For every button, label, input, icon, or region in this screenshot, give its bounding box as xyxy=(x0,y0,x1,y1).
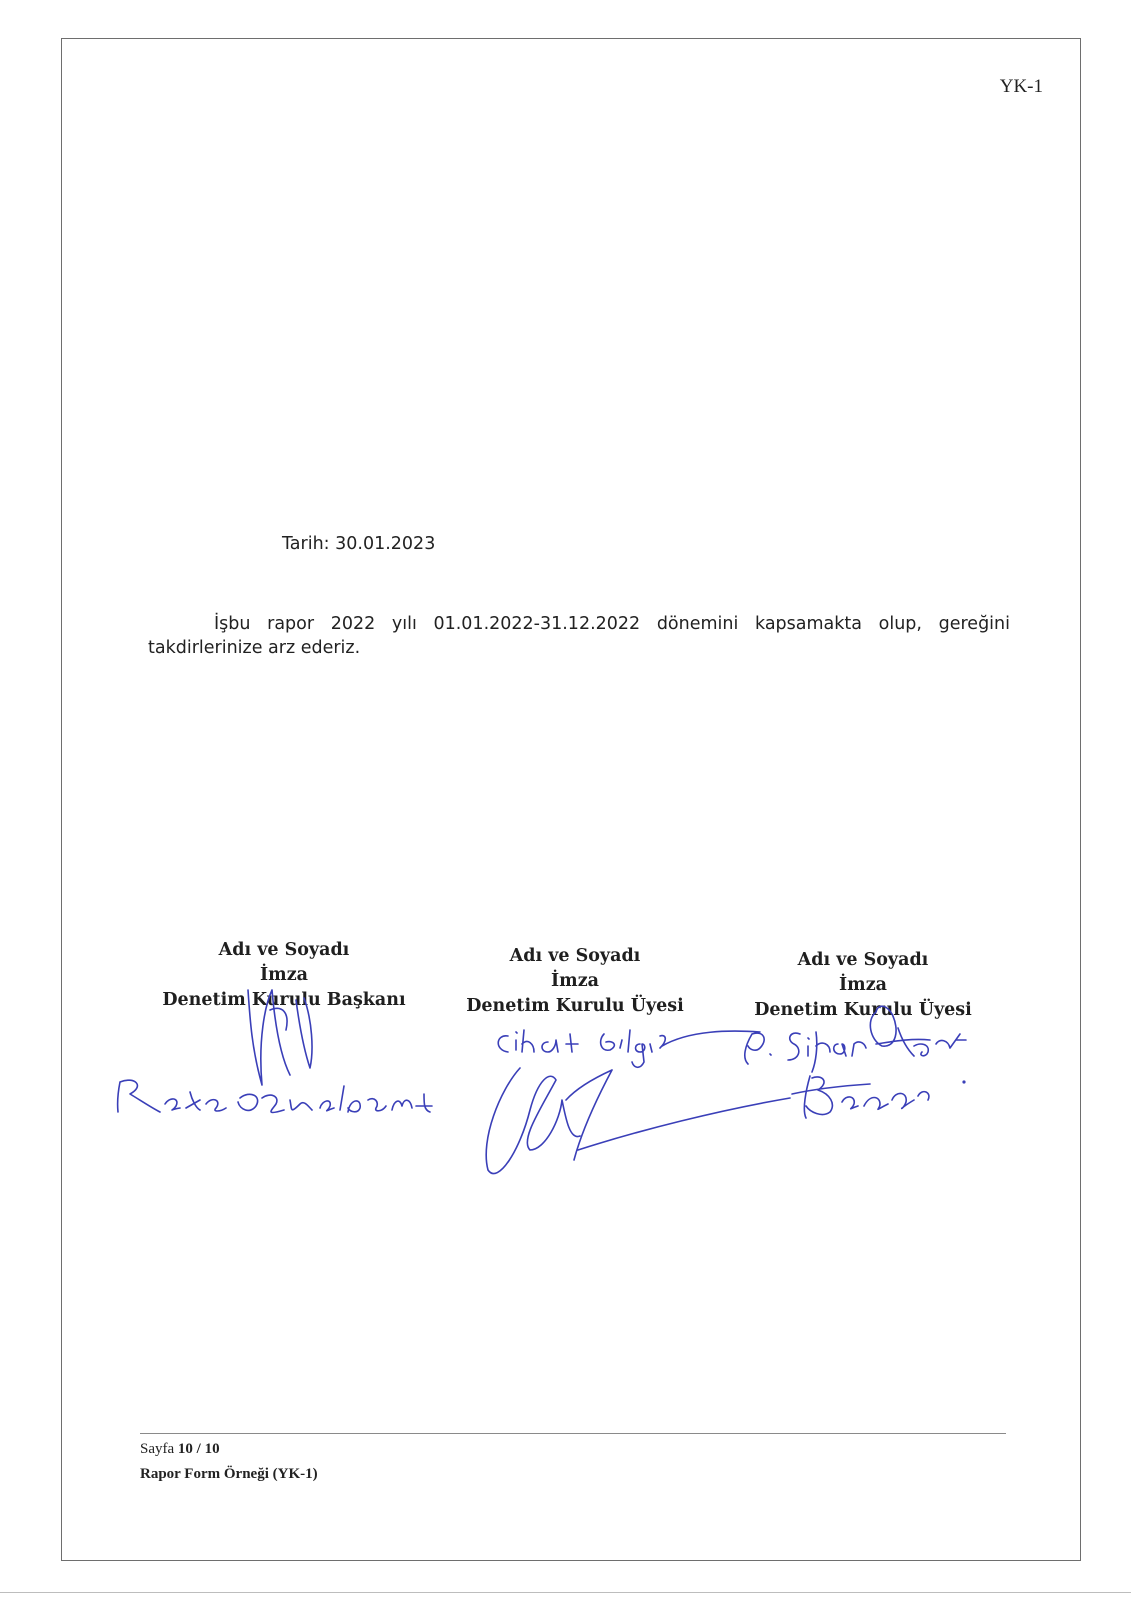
form-name: Rapor Form Örneği (YK-1) xyxy=(140,1466,318,1482)
page-prefix: Sayfa xyxy=(140,1441,175,1457)
closing-statement: İşbu rapor 2022 yılı 01.01.2022-31.12.2022 dönemini kapsamakta olup, gereğini takdirlerinize arz ederiz. xyxy=(148,614,1010,658)
signature-label: İmza xyxy=(551,971,599,991)
signer-block-member-2 xyxy=(713,948,1013,1023)
signer-block-member-1 xyxy=(425,944,725,1019)
name-label: Adı ve Soyadı xyxy=(797,950,929,970)
name-label: Adı ve Soyadı xyxy=(218,940,350,960)
scan-edge xyxy=(0,1592,1131,1593)
signature-label: İmza xyxy=(839,975,887,995)
document-code: YK-1 xyxy=(999,76,1043,97)
page-frame xyxy=(61,38,1081,1561)
footer-divider xyxy=(140,1433,1006,1434)
page-footer xyxy=(140,1437,318,1487)
page-indicator xyxy=(140,1437,318,1462)
signature-label: İmza xyxy=(260,965,308,985)
page-number: 10 / 10 xyxy=(177,1441,220,1457)
name-label: Adı ve Soyadı xyxy=(509,946,641,966)
signer-role: Denetim Kurulu Üyesi xyxy=(754,1000,972,1020)
report-date: Tarih: 30.01.2023 xyxy=(282,534,436,554)
signer-role: Denetim Kurulu Üyesi xyxy=(466,996,684,1016)
signer-block-chair xyxy=(134,938,434,1013)
signer-role: Denetim Kurulu Başkanı xyxy=(162,990,406,1010)
